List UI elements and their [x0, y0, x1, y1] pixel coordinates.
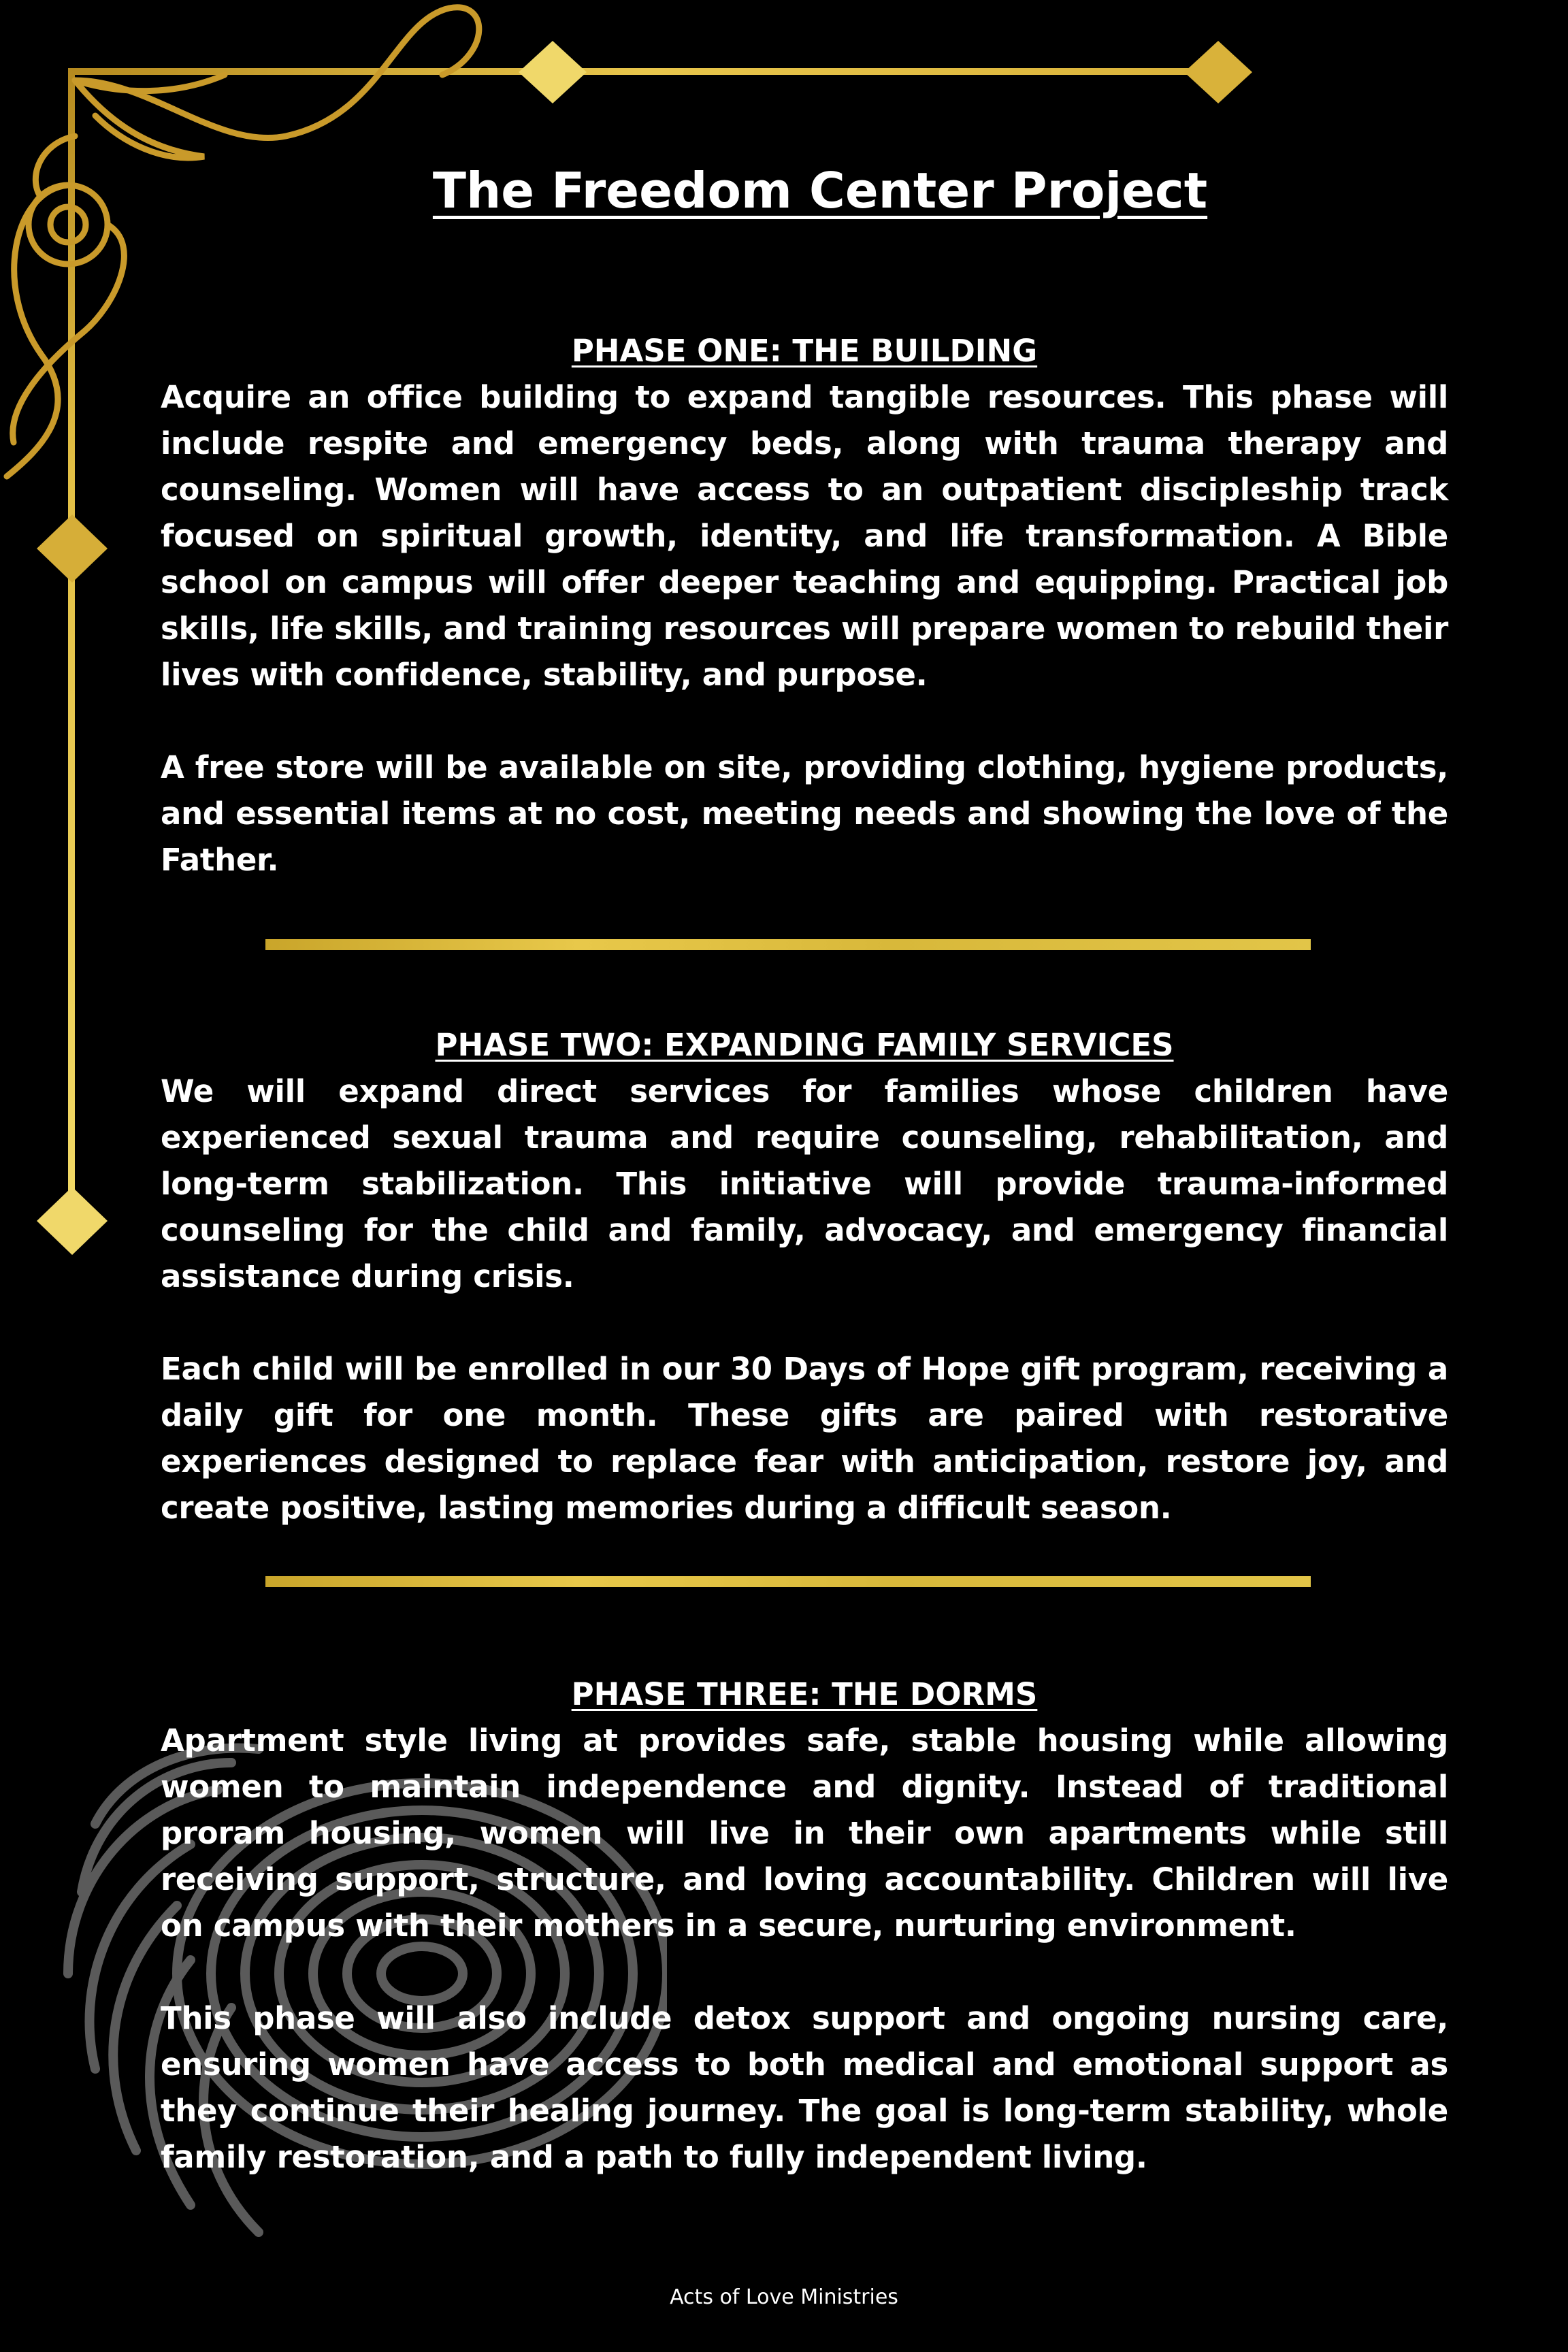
phase-two-heading: PHASE TWO: EXPANDING FAMILY SERVICES [435, 1027, 1174, 1063]
frame-left-rail [68, 68, 75, 1225]
phase-two-paragraph-2: Each child will be enrolled in our 30 Days of Hope gift program, receiving a daily gift for one month. These gifts are paired with restorative experiences designed to replace fear with anticipation, restore joy, and create positive, lasting memories during a difficult season. [161, 1351, 1448, 1526]
frame-top-rail [68, 68, 1225, 75]
frame-diamond-top-2 [1184, 41, 1252, 103]
phase-three-section [161, 1671, 1448, 2180]
frame-diamond-left-1 [37, 514, 108, 583]
page-title: The Freedom Center Project [432, 162, 1208, 219]
section-divider-2 [265, 1576, 1311, 1587]
frame-diamond-left-2 [37, 1187, 108, 1255]
phase-one-paragraph-2: A free store will be available on site, providing clothing, hygiene products, and essential items at no cost, meeting needs and showing the love of the Father. [161, 749, 1448, 878]
phase-three-heading: PHASE THREE: THE DORMS [571, 1676, 1038, 1712]
phase-two-section [161, 1022, 1448, 1531]
footer-organization: Acts of Love Ministries [670, 2285, 898, 2309]
phase-three-paragraph-1: Apartment style living at provides safe, stable housing while allowing women to maintain independence and dignity. Instead of traditional proram housing, women will live in their own apartments while still receiving support, structure, and loving accountability. Children will live on campus with their mothers in a secure, nurturing environment. [161, 1722, 1448, 1944]
phase-one-heading: PHASE ONE: THE BUILDING [571, 333, 1038, 369]
phase-three-paragraph-2: This phase will also include detox support and ongoing nursing care, ensuring women have access to both medical and emotional support as they continue their healing journey. The goal is long-term stability, whole family restoration, and a path to fully independent living. [161, 2000, 1448, 2175]
phase-one-paragraph-1: Acquire an office building to expand tangible resources. This phase will include respite and emergency beds, along with trauma therapy and counseling. Women will have access to an outpatient discipleship track focused on spiritual growth, identity, and life transformation. A Bible school on campus will offer deeper teaching and equipping. Practical job skills, life skills, and training resources will prepare women to rebuild their lives with confidence, stability, and purpose. [161, 379, 1448, 693]
section-divider-1 [265, 939, 1311, 950]
phase-one-section [161, 328, 1448, 883]
phase-two-paragraph-1: We will expand direct services for families whose children have experienced sexual trauma and require counseling, rehabilitation, and long-term stabilization. This initiative will provide trauma-informed counseling for the child and family, advocacy, and emergency financial assistance during crisis. [161, 1073, 1448, 1294]
frame-diamond-top-1 [519, 41, 587, 103]
